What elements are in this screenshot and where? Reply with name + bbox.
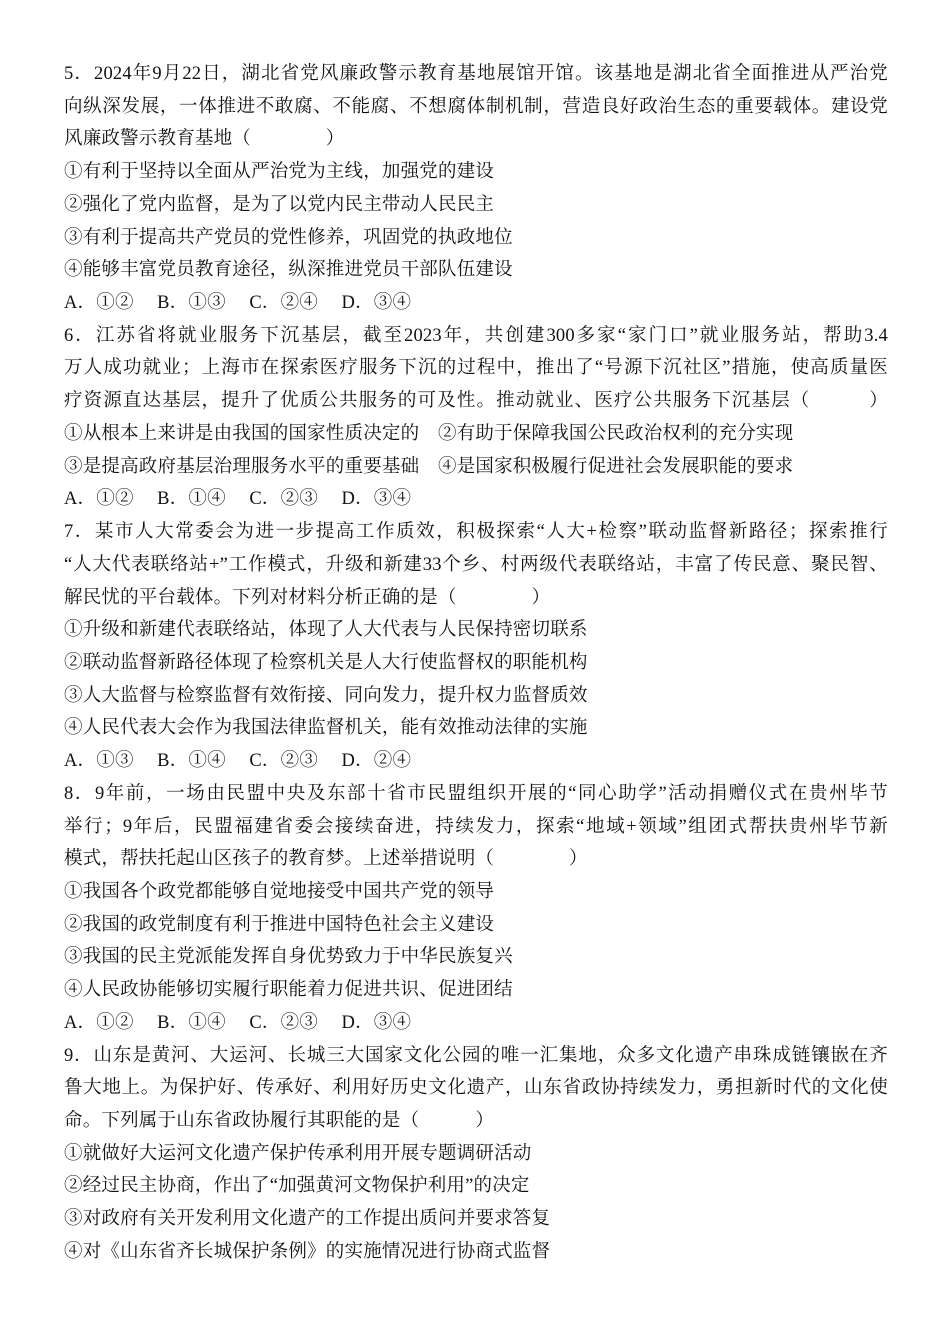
question-5-line: 风廉政警示教育基地（ ） xyxy=(64,129,345,150)
question-7-line: A．①③ B．①④ C．②③ D．②④ xyxy=(64,751,412,772)
question-7-line: 7．某市人大常委会为进一步提高工作质效，积极探索“人大+检察”联动监督新路径；探索推行 xyxy=(64,522,888,543)
question-6-line: ③是提高政府基层治理服务水平的重要基础 ④是国家积极履行促进社会发展职能的要求 xyxy=(64,456,794,477)
question-7-line: ②联动监督新路径体现了检察机关是人大行使监督权的职能机构 xyxy=(64,652,588,673)
question-8-line: A．①② B．①④ C．②③ D．③④ xyxy=(64,1012,412,1033)
question-8-line: ④人民政协能够切实履行职能着力促进共识、促进团结 xyxy=(64,980,513,1001)
question-9-line: ②经过民主协商，作出了“加强黄河文物保护利用”的决定 xyxy=(64,1176,530,1197)
question-7 xyxy=(64,516,888,778)
question-8-line: 模式，帮扶托起山区孩子的教育梦。上述举措说明（ ） xyxy=(64,849,588,870)
question-9-line: ③对政府有关开发利用文化遗产的工作提出质问并要求答复 xyxy=(64,1209,551,1230)
question-6 xyxy=(64,320,888,516)
question-9-line: 鲁大地上。为保护好、传承好、利用好历史文化遗产，山东省政协持续发力，勇担新时代的文化使 xyxy=(64,1078,888,1099)
question-7-line: “人大代表联络站+”工作模式，升级和新建33个乡、村两级代表联络站，丰富了传民意、聚民智、 xyxy=(64,554,888,575)
question-5-line: ②强化了党内监督，是为了以党内民主带动人民民主 xyxy=(64,194,495,215)
question-8 xyxy=(64,778,888,1040)
question-8-line: ③我国的民主党派能发挥自身优势致力于中华民族复兴 xyxy=(64,947,513,968)
question-9-line: 命。下列属于山东省政协履行其职能的是（ ） xyxy=(64,1111,495,1131)
question-8-line: ②我国的政党制度有利于推进中国特色社会主义建设 xyxy=(64,914,495,935)
question-6-line: 万人成功就业；上海市在探索医疗服务下沉的过程中，推出了“号源下沉社区”措施，使高质量医 xyxy=(64,358,888,379)
question-9 xyxy=(64,1040,888,1269)
question-9-line: ①就做好大运河文化遗产保护传承利用开展专题调研活动 xyxy=(64,1143,532,1164)
question-5-line: ③有利于提高共产党员的党性修养，巩固党的执政地位 xyxy=(64,227,513,248)
question-5 xyxy=(64,58,888,320)
question-7-line: ④人民代表大会作为我国法律监督机关，能有效推动法律的实施 xyxy=(64,718,588,739)
question-5-line: ④能够丰富党员教育途径，纵深推进党员干部队伍建设 xyxy=(64,260,513,281)
question-6-line: 疗资源直达基层，提升了优质公共服务的可及性。推动就业、医疗公共服务下沉基层（ ） xyxy=(64,391,888,412)
question-5-line: 向纵深发展，一体推进不敢腐、不能腐、不想腐体制机制，营造良好政治生态的重要载体。建设党 xyxy=(64,96,888,117)
question-5-line: 5．2024年9月22日，湖北省党风廉政警示教育基地展馆开馆。该基地是湖北省全面推进从严治党 xyxy=(64,64,888,84)
question-6-line: 6．江苏省将就业服务下沉基层，截至2023年，共创建300多家“家门口”就业服务站，帮助3.4 xyxy=(64,325,888,346)
question-6-line: ①从根本上来讲是由我国的国家性质决定的 ②有助于保障我国公民政治权利的充分实现 xyxy=(64,423,794,444)
question-7-line: ①升级和新建代表联络站，体现了人大代表与人民保持密切联系 xyxy=(64,620,588,641)
question-5-line: ①有利于坚持以全面从严治党为主线，加强党的建设 xyxy=(64,162,495,183)
question-6-line: A．①② B．①④ C．②③ D．③④ xyxy=(64,489,412,510)
question-8-line: 举行；9年后，民盟福建省委会接续奋进，持续发力，探索“地域+领域”组团式帮扶贵州毕节新 xyxy=(64,816,888,837)
question-8-line: 8．9年前，一场由民盟中央及东部十省市民盟组织开展的“同心助学”活动捐赠仪式在贵州毕节 xyxy=(64,783,888,804)
question-5-line: A．①② B．①③ C．②④ D．③④ xyxy=(64,293,412,314)
question-list xyxy=(64,58,888,1269)
question-7-line: 解民忧的平台载体。下列对材料分析正确的是（ ） xyxy=(64,587,551,608)
question-9-line: ④对《山东省齐长城保护条例》的实施情况进行协商式监督 xyxy=(64,1241,551,1262)
question-7-line: ③人大监督与检察监督有效衔接、同向发力，提升权力监督质效 xyxy=(64,685,588,706)
question-9-line: 9．山东是黄河、大运河、长城三大国家文化公园的唯一汇集地，众多文化遗产串珠成链镶嵌在齐 xyxy=(64,1045,888,1066)
question-8-line: ①我国各个政党都能够自觉地接受中国共产党的领导 xyxy=(64,881,495,902)
